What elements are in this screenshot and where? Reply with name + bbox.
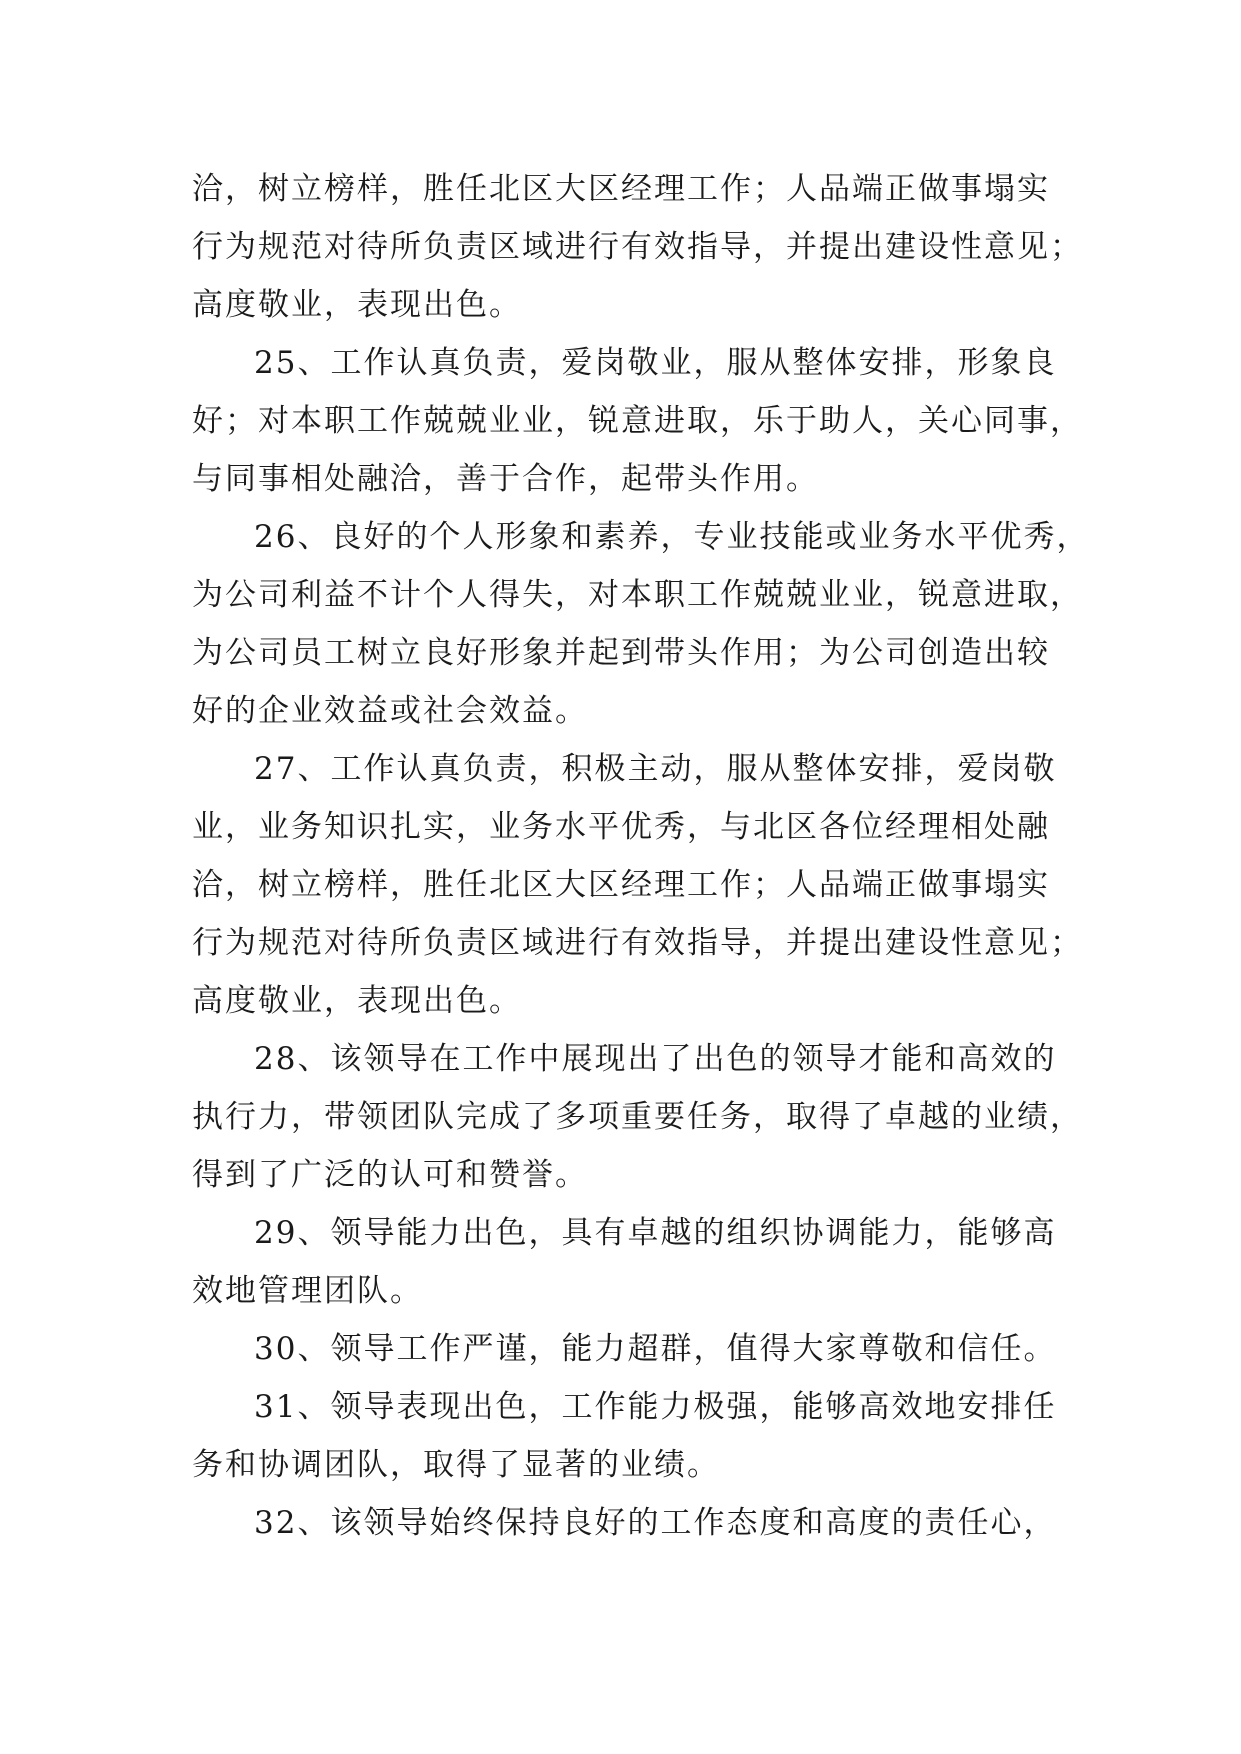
paragraph-32	[192, 1494, 1072, 1552]
paragraph-28	[192, 1030, 1083, 1204]
paragraph-first-line: 27、工作认真负责，积极主动，服从整体安排，爱岗敬	[254, 751, 1057, 787]
paragraph-first-line: 28、该领导在工作中展现出了出色的领导才能和高效的	[254, 1041, 1057, 1077]
paragraph-line: 执行力，带领团队完成了多项重要任务，取得了卓越的业绩，	[192, 1099, 1083, 1135]
paragraph-line: 高度敬业，表现出色。	[192, 287, 522, 323]
paragraph-line: 好的企业效益或社会效益。	[192, 693, 588, 729]
paragraph-line: 洽，树立榜样，胜任北区大区经理工作；人品端正做事塌实	[192, 171, 1050, 207]
paragraph-25	[192, 334, 1083, 508]
paragraph-line: 高度敬业，表现出色。	[192, 983, 522, 1019]
paragraph-line: 务和协调团队，取得了显著的业绩。	[192, 1447, 720, 1483]
paragraph-26	[192, 508, 1090, 740]
paragraph-31	[192, 1378, 1072, 1494]
paragraph-line: 为公司员工树立良好形象并起到带头作用；为公司创造出较	[192, 635, 1050, 671]
paragraph-first-line: 29、领导能力出色，具有卓越的组织协调能力，能够高	[254, 1215, 1057, 1251]
paragraph-line: 行为规范对待所负责区域进行有效指导，并提出建设性意见；	[192, 229, 1083, 265]
document-body	[192, 160, 1090, 1552]
paragraph-first-line: 26、良好的个人形象和素养，专业技能或业务水平优秀，	[254, 519, 1090, 555]
paragraph-line: 与同事相处融洽，善于合作，起带头作用。	[192, 461, 819, 497]
paragraph-first-line: 30、领导工作严谨，能力超群，值得大家尊敬和信任。	[254, 1331, 1057, 1367]
paragraph-30	[192, 1320, 1072, 1378]
paragraph-line: 洽，树立榜样，胜任北区大区经理工作；人品端正做事塌实	[192, 867, 1050, 903]
paragraph-line: 为公司利益不计个人得失，对本职工作兢兢业业，锐意进取，	[192, 577, 1083, 613]
paragraph-line: 业，业务知识扎实，业务水平优秀，与北区各位经理相处融	[192, 809, 1050, 845]
paragraph-27	[192, 740, 1083, 1030]
paragraph-first-line: 31、领导表现出色，工作能力极强，能够高效地安排任	[254, 1389, 1057, 1425]
paragraph-line: 得到了广泛的认可和赞誉。	[192, 1157, 588, 1193]
paragraph-first-line: 25、工作认真负责，爱岗敬业，服从整体安排，形象良	[254, 345, 1057, 381]
paragraph-24-continued	[192, 160, 1083, 334]
paragraph-line: 好；对本职工作兢兢业业，锐意进取，乐于助人，关心同事，	[192, 403, 1083, 439]
paragraph-line: 效地管理团队。	[192, 1273, 423, 1309]
paragraph-line: 行为规范对待所负责区域进行有效指导，并提出建设性意见；	[192, 925, 1083, 961]
paragraph-29	[192, 1204, 1072, 1320]
paragraph-first-line: 32、该领导始终保持良好的工作态度和高度的责任心，	[254, 1505, 1057, 1541]
